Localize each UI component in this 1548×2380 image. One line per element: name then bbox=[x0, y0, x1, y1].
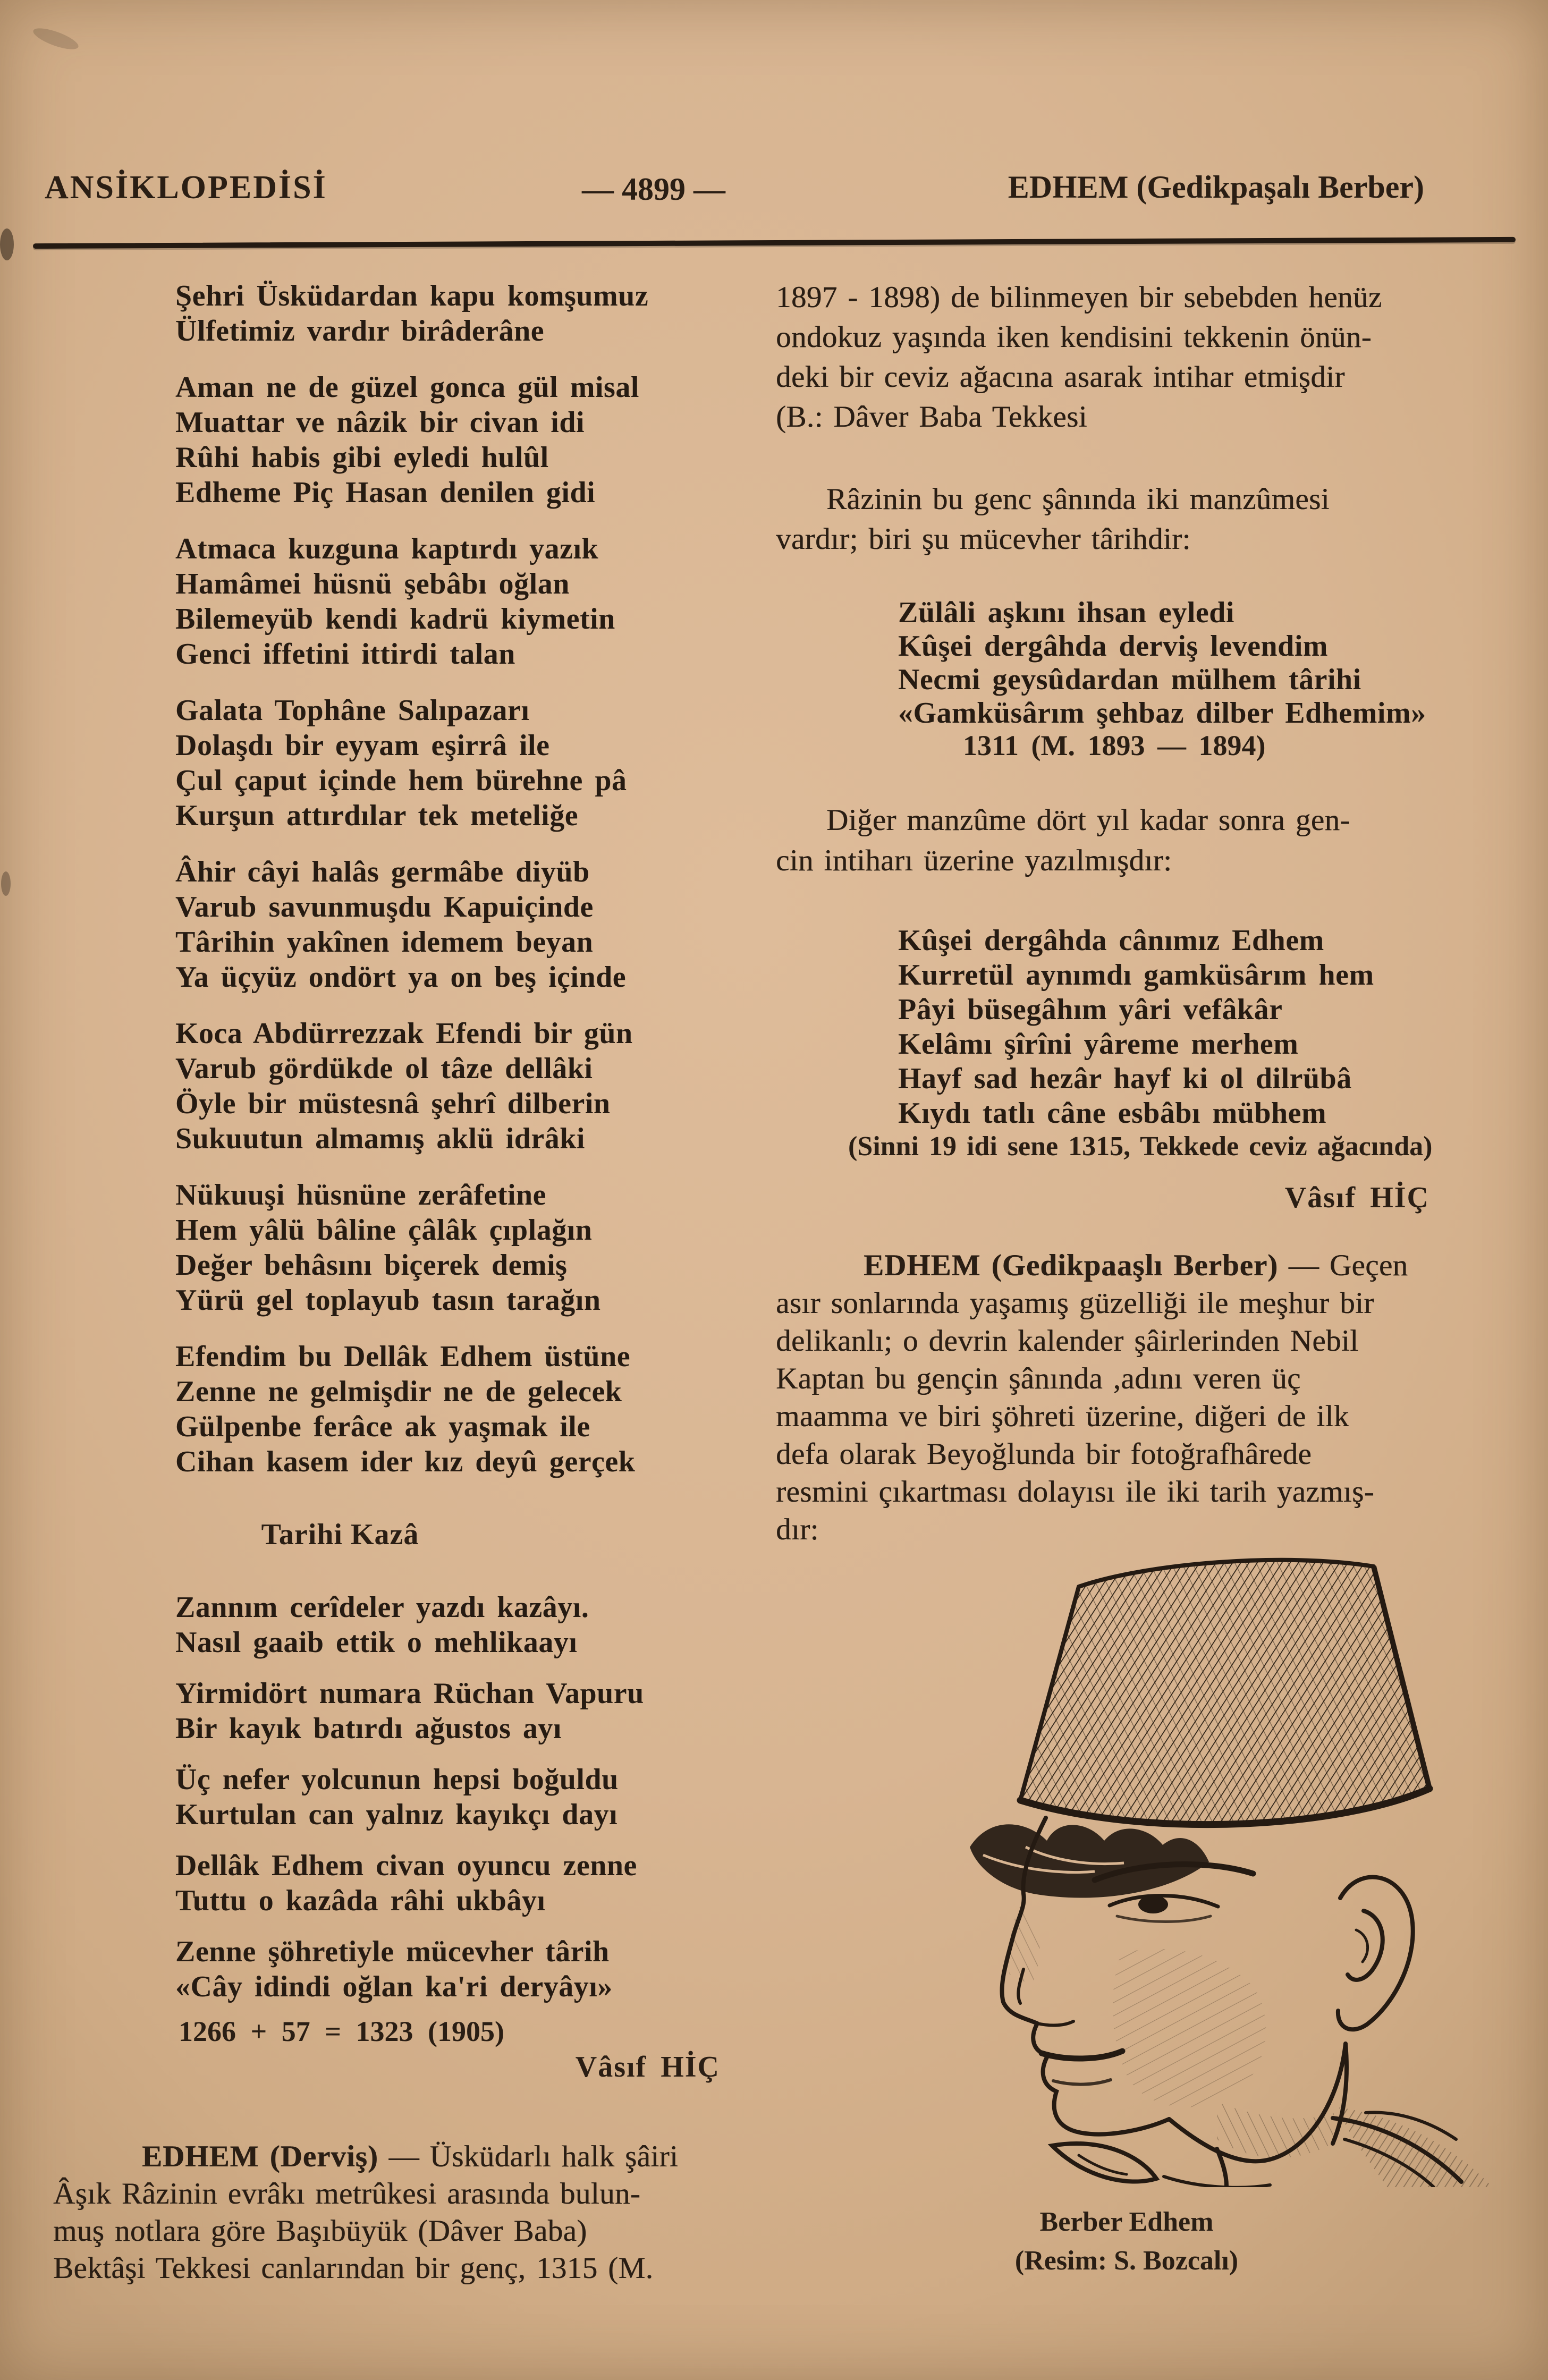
poem-elegy bbox=[898, 924, 1374, 1131]
poem-stanza bbox=[175, 1016, 648, 1156]
poem-line: Sukuutun almamış aklü idrâki bbox=[175, 1122, 585, 1155]
poem-line: «Cây idindi oğlan ka'ri deryâyı» bbox=[175, 1970, 613, 2003]
poem-stanza bbox=[175, 531, 648, 672]
entry-edhem-dervis-lead-text: — Üsküdarlı halk şâiri bbox=[378, 2140, 679, 2173]
text-line: Bektâşi Tekkesi canlarından bir genç, 1315 (M. bbox=[53, 2251, 654, 2285]
poem-line: Değer behâsını biçerek demiş bbox=[175, 1249, 568, 1282]
text-line: muş notlara göre Başıbüyük (Dâver Baba) bbox=[53, 2214, 587, 2248]
eye-pupil bbox=[1138, 1895, 1168, 1913]
poem-line: Edheme Piç Hasan denilen gidi bbox=[175, 476, 596, 509]
poem-line: Zannım cerîdeler yazdı kazâyı. bbox=[175, 1591, 589, 1624]
poem-line: Zenne şöhretiyle mücevher târih bbox=[175, 1935, 610, 1968]
poem-line: Cihan kasem ider kız deyû gerçek bbox=[175, 1445, 636, 1478]
poem-stanza bbox=[175, 854, 648, 995]
portrait-caption-name: Berber Edhem bbox=[1039, 2207, 1214, 2237]
poem-stanza bbox=[175, 1590, 644, 1660]
poem-line: Bir kayık batırdı ağustos ayı bbox=[175, 1712, 562, 1745]
portrait-caption-credit: (Resim: S. Bozcalı) bbox=[1014, 2246, 1239, 2276]
text-line: Kıydı tatlı câne esbâbı mübhem bbox=[898, 1097, 1327, 1130]
poem-section-heading: Tarihi Kazâ bbox=[261, 1518, 419, 1551]
poem-group-tarihi-kaza bbox=[175, 1590, 644, 2020]
ear bbox=[1338, 1877, 1413, 2030]
text-line: «Gamküsârım şehbaz dilber Edhemim» bbox=[898, 697, 1426, 730]
poem-line: Ya üçyüz ondört ya on beş içinde bbox=[175, 961, 627, 994]
entry-edhem-dervis bbox=[53, 2138, 678, 2287]
poem-line: Dellâk Edhem civan oyuncu zenne bbox=[175, 1849, 637, 1882]
text-line: defa olarak Beyoğlunda bir fotoğrafhârede bbox=[776, 1437, 1312, 1471]
text-line: Zülâli aşkını ihsan eyledi bbox=[898, 596, 1234, 629]
poem-line: Nasıl gaaib ettik o mehlikaayı bbox=[175, 1626, 578, 1659]
poem-line: Gülpenbe ferâce ak yaşmak ile bbox=[175, 1410, 590, 1443]
paragraph-suicide-account bbox=[776, 277, 1382, 437]
entry-edhem-dervis-headword: EDHEM (Derviş) bbox=[142, 2140, 378, 2173]
poem-line: Galata Tophâne Salıpazarı bbox=[175, 694, 530, 727]
poem-line: Hem yâlü bâline çâlâk çıplağın bbox=[175, 1214, 593, 1247]
poem-line: Atmaca kuzguna kaptırdı yazık bbox=[175, 532, 599, 565]
entry-edhem-dervis-body bbox=[53, 2175, 678, 2287]
portrait-illustration bbox=[919, 1549, 1515, 2187]
paragraph-second-poem-intro bbox=[776, 800, 1350, 881]
poem-line: Varub gördükde ol tâze dellâki bbox=[175, 1052, 593, 1085]
poem-stanza bbox=[175, 1848, 644, 1918]
text-line: vardır; biri şu mücevher târihdir: bbox=[776, 522, 1191, 556]
poem-line: Varub savunmuşdu Kapuiçinde bbox=[175, 891, 594, 924]
text-line: Kûşei dergâhda cânımız Edhem bbox=[898, 924, 1324, 957]
poem-line: Kurtulan can yalnız kayıkçı dayı bbox=[175, 1798, 618, 1831]
entry-edhem-berber-body bbox=[776, 1284, 1408, 1548]
poem-stanza bbox=[175, 693, 648, 833]
poet-signature-right: Vâsıf HİÇ bbox=[1284, 1181, 1429, 1214]
text-line: ondokuz yaşında iken kendisini tekkenin önün- bbox=[776, 320, 1372, 354]
text-line: Hayf sad hezâr hayf ki ol dilrübâ bbox=[898, 1062, 1352, 1095]
text-line: delikanlı; o devrin kalender şâirlerinden Nebil bbox=[776, 1324, 1359, 1358]
scan-smudge bbox=[31, 24, 80, 53]
scan-smudge bbox=[0, 228, 14, 260]
poem-line: Koca Abdürrezzak Efendi bir gün bbox=[175, 1017, 633, 1050]
entry-edhem-berber-lead-text: — Geçen bbox=[1278, 1249, 1408, 1282]
poem-line: Öyle bir müstesnâ şehrî dilberin bbox=[175, 1087, 611, 1120]
fez-hat bbox=[1020, 1560, 1429, 1825]
poem-line: Çul çaput içinde hem bürehne pâ bbox=[175, 764, 627, 797]
poem-line: Tuttu o kazâda râhi ukbâyı bbox=[175, 1884, 546, 1917]
poem-line: Genci iffetini ittirdi talan bbox=[175, 638, 515, 671]
poem-line: Aman ne de güzel gonca gül misal bbox=[175, 371, 639, 404]
poem-stanza bbox=[175, 1762, 644, 1832]
text-line: dır: bbox=[776, 1513, 819, 1546]
poem-line: Efendim bu Dellâk Edhem üstüne bbox=[175, 1340, 631, 1373]
poem-line: Zenne ne gelmişdir ne de gelecek bbox=[175, 1375, 622, 1408]
text-line: resmini çıkartması dolayısı ile iki tarih yazmış- bbox=[776, 1475, 1375, 1509]
entry-edhem-dervis-first-line bbox=[53, 2138, 678, 2175]
text-line: 1897 - 1898) de bilinmeyen bir sebebden henüz bbox=[776, 281, 1382, 314]
header-publication-title: ANSİKLOPEDİSİ bbox=[45, 170, 327, 206]
poem-line: Târihin yakînen idemem beyan bbox=[175, 926, 594, 959]
poem-stanza bbox=[175, 370, 648, 510]
text-line: asır sonlarında yaşamış güzelliği ile meşhur bir bbox=[776, 1286, 1374, 1320]
poem-group-satirical-verses bbox=[175, 278, 648, 1501]
poem-stanza bbox=[175, 278, 648, 349]
poem-line: Şehri Üsküdardan kapu komşumuz bbox=[175, 279, 649, 312]
text-line: Necmi geysûdardan mülhem târihi bbox=[898, 663, 1361, 696]
poem-line: Muattar ve nâzik bir civan idi bbox=[175, 406, 585, 439]
text-line: Diğer manzûme dört yıl kadar sonra gen- bbox=[826, 803, 1350, 837]
poem-line: Nükuuşi hüsnüne zerâfetine bbox=[175, 1179, 547, 1212]
text-line: Kûşei dergâhda derviş levendim bbox=[898, 630, 1329, 663]
text-line: Pâyi büsegâhım yâri vefâkâr bbox=[898, 993, 1283, 1026]
poem-line: Dolaşdı bir eyyam eşirrâ ile bbox=[175, 729, 550, 762]
poet-signature-left: Vâsıf HİÇ bbox=[575, 2051, 720, 2083]
text-line: maamma ve biri şöhreti üzerine, diğeri de ilk bbox=[776, 1400, 1349, 1433]
scan-smudge bbox=[1, 871, 11, 896]
chronogram-formula: 1266 + 57 = 1323 (1905) bbox=[179, 2015, 505, 2047]
text-line: Râzinin bu genc şânında iki manzûmesi bbox=[826, 482, 1330, 516]
poem-line: Yürü gel toplayub tasın tarağın bbox=[175, 1284, 601, 1317]
text-line: Kaptan bu gençin şânında ,adını veren üç bbox=[776, 1362, 1301, 1395]
poem-line: Bilemeyüb kendi kadrü kiymetin bbox=[175, 603, 615, 636]
entry-edhem-berber-headword: EDHEM (Gedikpaaşlı Berber) bbox=[864, 1249, 1279, 1282]
poem-mucevher-tarih bbox=[898, 596, 1426, 730]
paragraph-razi-intro bbox=[776, 479, 1330, 559]
text-line: (B.: Dâver Baba Tekkesi bbox=[776, 400, 1087, 434]
header-entry-title: EDHEM (Gedikpaşalı Berber) bbox=[1008, 170, 1424, 205]
header-rule bbox=[33, 237, 1516, 249]
poem-stanza bbox=[175, 1178, 648, 1318]
text-line: Kurretül aynımdı gamküsârım hem bbox=[898, 959, 1374, 992]
entry-edhem-berber-first-line bbox=[776, 1247, 1408, 1284]
poem-elegy-note: (Sinni 19 idi sene 1315, Tekkede ceviz ağacında) bbox=[848, 1131, 1433, 1162]
entry-edhem-berber bbox=[776, 1247, 1408, 1548]
poem-stanza bbox=[175, 1676, 644, 1746]
poem-line: Hamâmei hüsnü şebâbı oğlan bbox=[175, 568, 570, 600]
poem-line: Üç nefer yolcunun hepsi boğuldu bbox=[175, 1763, 619, 1796]
poem-line: Âhir câyi halâs germâbe diyüb bbox=[175, 856, 590, 888]
poem-mucevher-tarih-date: 1311 (M. 1893 — 1894) bbox=[963, 730, 1266, 761]
poem-line: Rûhi habis gibi eyledi hulûl bbox=[175, 441, 549, 474]
text-line: Âşık Râzinin evrâkı metrûkesi arasında bulun- bbox=[53, 2177, 641, 2210]
portrait-caption bbox=[935, 2206, 1318, 2276]
poem-stanza bbox=[175, 1934, 644, 2004]
hair-fringe bbox=[970, 1824, 1209, 1898]
text-line: Kelâmı şîrîni yâreme merhem bbox=[898, 1028, 1299, 1061]
text-line: deki bir ceviz ağacına asarak intihar etmişdir bbox=[776, 360, 1345, 394]
text-line: cin intiharı üzerine yazılmışdır: bbox=[776, 844, 1172, 877]
poem-line: Yirmidört numara Rüchan Vapuru bbox=[175, 1677, 644, 1710]
header-page-number: — 4899 — bbox=[582, 172, 725, 207]
poem-line: Ülfetimiz vardır birâderâne bbox=[175, 315, 545, 348]
poem-stanza bbox=[175, 1339, 648, 1479]
poem-line: Kurşun attırdılar tek meteliğe bbox=[175, 799, 579, 832]
